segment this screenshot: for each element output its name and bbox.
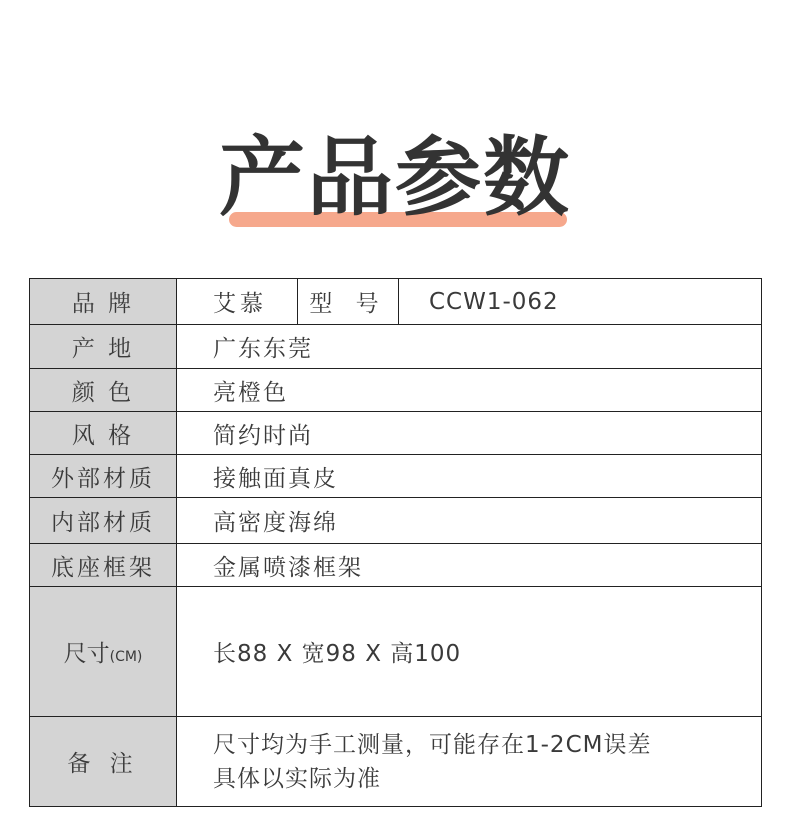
table-row: [30, 279, 762, 325]
table-row: [30, 325, 762, 369]
style-value: 简约时尚: [177, 412, 762, 455]
inner-material-label: 内部材质: [30, 498, 177, 544]
size-value: 长88 X 宽98 X 高100: [177, 587, 762, 717]
style-label: 风 格: [30, 412, 177, 455]
page-title: 产品参数: [219, 128, 571, 228]
table-row: [30, 587, 762, 717]
table-row: [30, 455, 762, 498]
note-line-1: 尺寸均为手工测量，可能存在1-2CM误差: [213, 731, 652, 758]
color-value: 亮橙色: [177, 369, 762, 412]
size-label-cell: [30, 587, 177, 717]
model-label: 型 号: [298, 279, 399, 325]
table-row: [30, 544, 762, 587]
color-label: 颜 色: [30, 369, 177, 412]
origin-value: 广东东莞: [177, 325, 762, 369]
base-frame-label: 底座框架: [30, 544, 177, 587]
note-label: 备 注: [30, 717, 177, 807]
table-row: [30, 717, 762, 807]
table-row: [30, 369, 762, 412]
brand-label: 品 牌: [30, 279, 177, 325]
note-line-2: 具体以实际为准: [213, 765, 381, 792]
table-row: [30, 498, 762, 544]
note-value: [177, 717, 762, 807]
outer-material-value: 接触面真皮: [177, 455, 762, 498]
base-frame-value: 金属喷漆框架: [177, 544, 762, 587]
size-unit: (CM): [109, 649, 143, 665]
params-table: [29, 278, 762, 807]
model-value: CCW1-062: [399, 279, 762, 325]
brand-value: 艾慕: [177, 279, 298, 325]
size-label: 尺寸: [63, 641, 110, 667]
origin-label: 产 地: [30, 325, 177, 369]
inner-material-value: 高密度海绵: [177, 498, 762, 544]
outer-material-label: 外部材质: [30, 455, 177, 498]
table-row: [30, 412, 762, 455]
